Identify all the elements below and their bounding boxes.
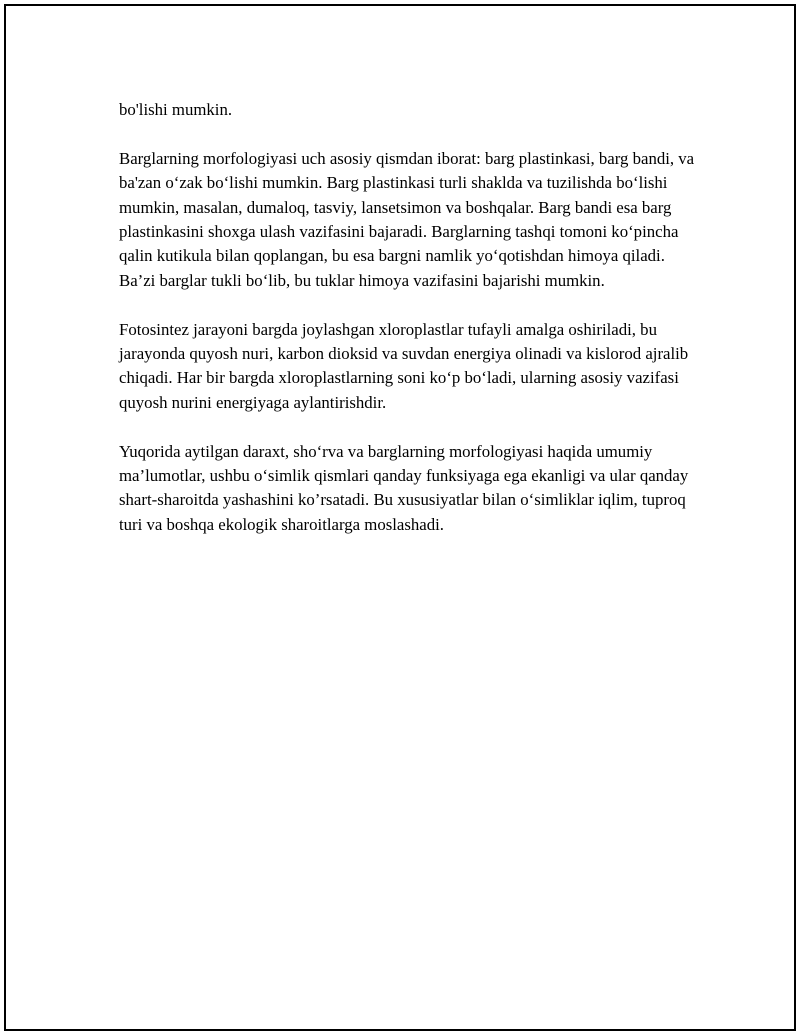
document-body xyxy=(119,98,699,562)
paragraph-4: Yuqorida aytilgan daraxt, sho‘rva va barglarning morfologiyasi haqida umumiy ma’lumotlar, ushbu o‘simlik qismlari qanday funksiyaga ega ekanligi va ular qanday shart-sharoitda yashashini ko’rsatadi. Bu xususiyatlar bilan o‘simliklar iqlim, tuproq turi va boshqa ekologik sharoitlarga moslashadi. xyxy=(119,441,689,534)
paragraph-2: Barglarning morfologiyasi uch asosiy qismdan iborat: barg plastinkasi, barg bandi, va ba'zan o‘zak bo‘lishi mumkin. Barg plastinkasi turli shaklda va tuzilishda bo‘lishi mumkin, masalan, dumaloq, tasviy, lansetsimon va boshqalar. Barg bandi esa barg plastinkasini shoxga ulash vazifasini bajaradi. Barglarning tashqi tomoni ko‘pincha qalin kutikula bilan qoplangan, bu esa bargni namlik yo‘qotishdan himoya qiladi. Ba’zi barglar tukli bo‘lib, bu tuklar himoya vazifasini bajarishi mumkin. xyxy=(119,148,695,290)
page-frame xyxy=(4,4,796,1031)
paragraph-1: bo'lishi mumkin. xyxy=(119,100,233,119)
paragraph-3: Fotosintez jarayoni bargda joylashgan xloroplastlar tufayli amalga oshiriladi, bu jarayonda quyosh nuri, karbon dioksid va suvdan energiya olinadi va kislorod ajralib chiqadi. Har bir bargda xloroplastlarning soni ko‘p bo‘ladi, ularning asosiy vazifasi quyosh nurini energiyaga aylantirishdir. xyxy=(119,319,689,412)
